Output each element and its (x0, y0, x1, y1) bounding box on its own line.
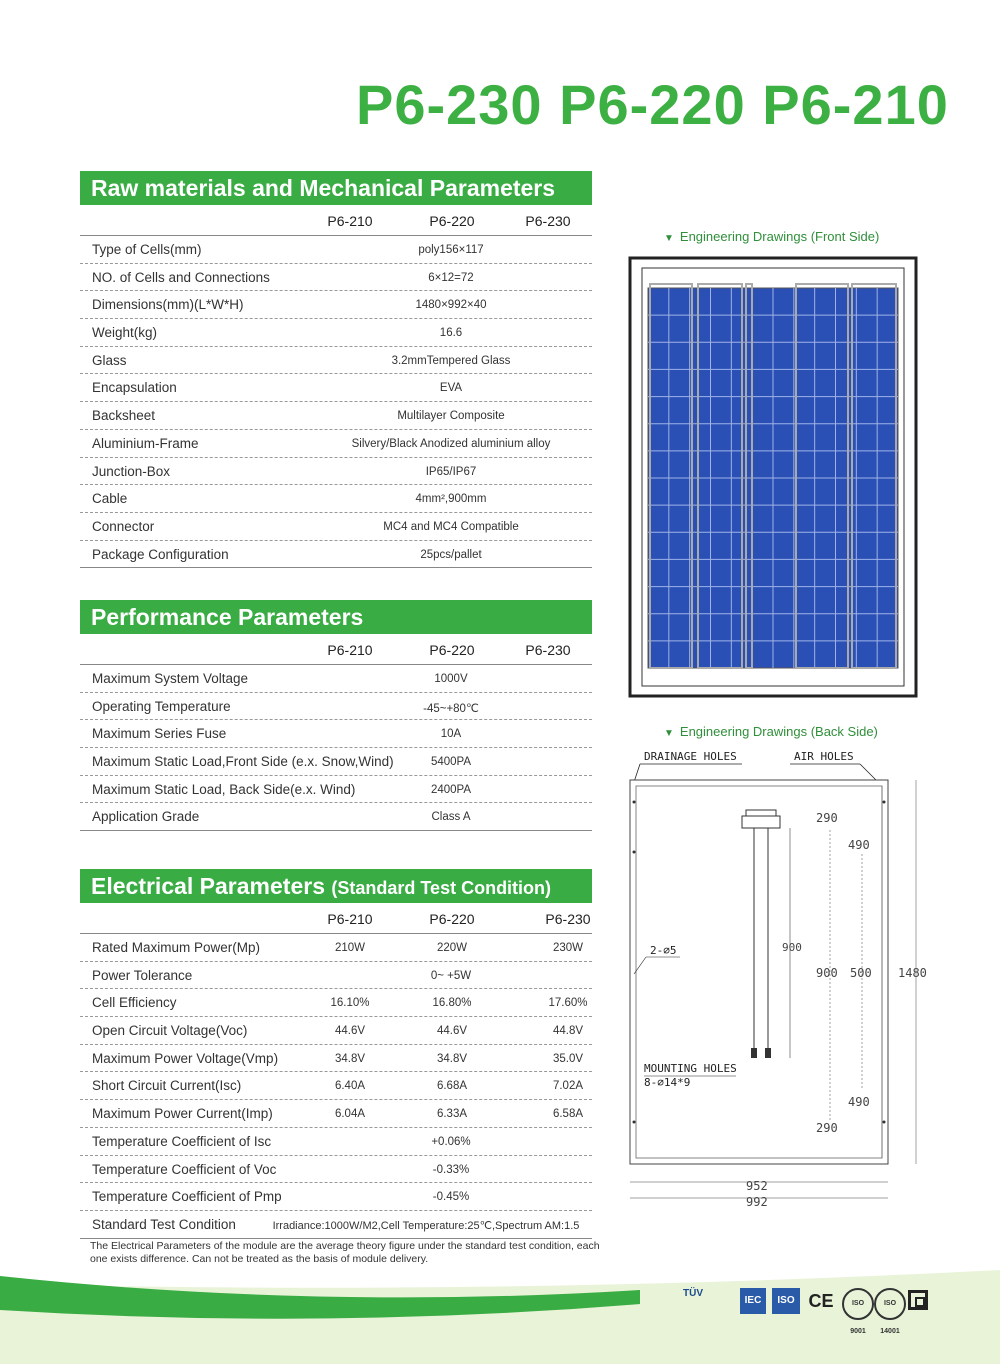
drain-hole (633, 801, 636, 804)
row-value-p6-220: 6.33A (436, 1108, 468, 1121)
row-label: Aluminium-Frame (92, 435, 199, 451)
page-title: P6-230 P6-220 P6-210 (356, 73, 949, 136)
table-row (80, 374, 592, 402)
mounting-holes-label: MOUNTING HOLES (644, 1062, 737, 1075)
hole-spec-label: 2-⌀5 (650, 944, 677, 957)
row-value-p6-230: 230W (552, 942, 584, 954)
col-p6-220: P6-220 (429, 213, 475, 229)
drain-hole (633, 1121, 636, 1124)
col-p6-210: P6-210 (327, 213, 373, 229)
table-row (80, 934, 592, 962)
row-value: 0~ +5W (430, 969, 472, 982)
front-side-drawing (628, 256, 918, 698)
row-value: 1480×992×40 (415, 299, 487, 312)
row-value-p6-210: 210W (334, 942, 366, 954)
table-row (80, 1072, 592, 1100)
row-value-p6-220: 220W (436, 942, 468, 954)
row-label: Package Configuration (92, 546, 229, 562)
triangle-icon: ▼ (664, 233, 674, 244)
ce-logo: CE (808, 1291, 834, 1311)
table-row (80, 1128, 592, 1156)
dim-490-bottom: 490 (848, 1095, 870, 1109)
row-label: Maximum System Voltage (92, 671, 249, 686)
iso9001-logo: ISO 9001 (842, 1288, 874, 1320)
col-p6-210: P6-210 (327, 911, 373, 927)
column-header (80, 903, 592, 934)
table-row (80, 291, 592, 319)
dim-900-mount: 900 (816, 966, 838, 980)
row-value: +0.06% (431, 1135, 471, 1148)
row-label: Junction-Box (92, 463, 171, 479)
row-value-p6-220: 16.80% (432, 997, 472, 1010)
row-label: Backsheet (92, 408, 156, 424)
front-drawing-caption (664, 229, 879, 244)
table-row (80, 1156, 592, 1184)
table-row (80, 541, 592, 569)
row-value-p6-230: 35.0V (552, 1052, 584, 1065)
table-row (80, 485, 592, 513)
row-label: Short Circuit Current(Isc) (92, 1078, 242, 1094)
row-label: NO. of Cells and Connections (92, 269, 270, 285)
square-mark-icon (908, 1290, 928, 1310)
row-label: Connector (92, 518, 155, 534)
dim-1480: 1480 (898, 966, 927, 980)
row-value-p6-230: 6.58A (552, 1108, 584, 1121)
column-header (80, 634, 592, 665)
dim-490-top: 490 (848, 838, 870, 852)
row-label: Glass (92, 352, 127, 368)
col-p6-220: P6-220 (429, 642, 475, 658)
table-row (80, 1100, 592, 1128)
air-hole (883, 1121, 886, 1124)
junction-box-base (742, 816, 780, 828)
air-holes-label: AIR HOLES (794, 750, 854, 763)
dim-500: 500 (850, 966, 872, 980)
row-label: Temperature Coefficient of Voc (92, 1161, 277, 1177)
row-value: Multilayer Composite (397, 410, 505, 423)
table-body (80, 665, 592, 831)
mounting-holes-spec: 8-⌀14*9 (644, 1076, 691, 1089)
row-value-p6-220: 44.6V (436, 1025, 468, 1038)
front-caption-text: Engineering Drawings (Front Side) (679, 229, 880, 244)
table-row (80, 665, 592, 693)
dim-992: 992 (746, 1195, 768, 1209)
row-value: 5400PA (430, 756, 472, 769)
row-value-p6-230: 44.8V (552, 1025, 584, 1038)
row-value: IP65/IP67 (425, 465, 477, 478)
iso14001-logo: ISO 14001 (874, 1288, 906, 1320)
connector (765, 1048, 771, 1058)
triangle-icon: ▼ (664, 728, 674, 739)
row-label: Encapsulation (92, 380, 177, 396)
table-row (80, 236, 592, 264)
row-value-p6-210: 6.40A (334, 1080, 366, 1093)
electrical-section (80, 869, 592, 1239)
table-row (80, 1045, 592, 1073)
row-value-p6-230: 17.60% (548, 997, 588, 1010)
row-label: Maximum Static Load, Back Side(e.x. Wind) (92, 781, 356, 797)
row-label: Maximum Power Current(Imp) (92, 1106, 273, 1122)
column-header (80, 205, 592, 236)
connector (751, 1048, 757, 1058)
row-value: MC4 and MC4 Compatible (383, 520, 519, 533)
section-heading: Performance Parameters (80, 600, 592, 634)
row-value: EVA (439, 382, 463, 395)
row-value: poly156×117 (418, 244, 484, 256)
row-label: Weight(kg) (92, 325, 158, 341)
table-row (80, 347, 592, 375)
table-row (80, 1183, 592, 1211)
section-heading: Raw materials and Mechanical Parameters (80, 171, 592, 205)
row-label: Open Circuit Voltage(Voc) (92, 1023, 248, 1039)
row-value: Silvery/Black Anodized aluminium alloy (351, 437, 551, 450)
table-row (80, 693, 592, 721)
table-row (80, 430, 592, 458)
table-row (80, 989, 592, 1017)
table-row (80, 803, 592, 831)
table-row (80, 264, 592, 292)
table-row (80, 402, 592, 430)
table-row (80, 720, 592, 748)
col-p6-210: P6-210 (327, 642, 373, 658)
row-label: Type of Cells(mm) (92, 242, 202, 257)
iec-logo: IEC (740, 1288, 766, 1314)
table-body (80, 934, 592, 1239)
row-value: 6×12=72 (428, 271, 474, 284)
row-value: 2400PA (430, 783, 472, 796)
table-row (80, 776, 592, 804)
row-label: Power Tolerance (92, 967, 193, 983)
table-row (80, 1211, 592, 1239)
table-row (80, 748, 592, 776)
dim-952: 952 (746, 1179, 768, 1193)
raw-materials-section (80, 171, 592, 568)
row-value-p6-210: 16.10% (330, 997, 370, 1010)
row-value: 4mm²,900mm (415, 493, 487, 506)
square-mark-inner (915, 1297, 925, 1307)
row-label: Application Grade (92, 809, 200, 825)
row-value: 10A (440, 728, 462, 741)
table-row (80, 458, 592, 486)
row-label: Dimensions(mm)(L*W*H) (92, 297, 244, 313)
tuv-logo: TÜV (683, 1288, 703, 1299)
col-p6-230: P6-230 (525, 642, 571, 658)
row-value: Class A (431, 811, 471, 824)
row-label: Temperature Coefficient of Pmp (92, 1189, 282, 1205)
row-value: -0.33% (432, 1163, 470, 1176)
row-value-p6-220: 6.68A (436, 1080, 468, 1093)
col-p6-230: P6-230 (545, 911, 591, 927)
dim-290-bottom: 290 (816, 1121, 838, 1135)
leader-line (860, 764, 878, 782)
table-row (80, 319, 592, 347)
row-label: Cable (92, 491, 128, 507)
back-caption-text: Engineering Drawings (Back Side) (679, 724, 878, 739)
table-row (80, 513, 592, 541)
row-label: Temperature Coefficient of Isc (92, 1133, 272, 1149)
row-value: 1000V (434, 673, 468, 685)
leader-line (634, 764, 640, 782)
row-value-p6-210: 44.6V (334, 1025, 366, 1038)
dim-290-top: 290 (816, 811, 838, 825)
row-value: 3.2mmTempered Glass (391, 354, 511, 367)
row-value: Irradiance:1000W/M2,Cell Temperature:25℃,Spectrum AM:1.5 (272, 1219, 580, 1232)
dim-900-cable: 900 (782, 941, 802, 954)
back-drawing-caption (664, 724, 878, 739)
heading-sub: (Standard Test Condition) (331, 878, 552, 898)
air-hole (883, 801, 886, 804)
performance-section (80, 600, 592, 831)
table-row (80, 1017, 592, 1045)
row-value-p6-210: 6.04A (334, 1108, 366, 1121)
row-label: Operating Temperature (92, 698, 231, 714)
row-value-p6-210: 34.8V (334, 1052, 366, 1065)
row-value-p6-230: 7.02A (552, 1080, 584, 1093)
row-label: Cell Efficiency (92, 995, 177, 1011)
row-value: -45~+80℃ (423, 702, 479, 715)
footnote: The Electrical Parameters of the module are the average theory figure under the standard test condition, each one exists difference. Can not be treated as the basis of module delivery. (90, 1240, 600, 1265)
row-value: 16.6 (439, 327, 463, 340)
row-label: Standard Test Condition (92, 1216, 236, 1232)
drainage-holes-label: DRAINAGE HOLES (644, 750, 737, 763)
row-label: Maximum Series Fuse (92, 726, 227, 742)
heading-main: Electrical Parameters (91, 873, 325, 899)
row-label: Rated Maximum Power(Mp) (92, 940, 261, 955)
row-label: Maximum Static Load,Front Side (e.x. Snow,Wind) (92, 754, 394, 770)
back-side-drawing (620, 742, 940, 1212)
iso-logo: ISO (772, 1288, 800, 1314)
col-p6-220: P6-220 (429, 911, 475, 927)
drain-hole (633, 851, 636, 854)
table-row (80, 962, 592, 990)
section-heading (80, 869, 592, 903)
row-value: -0.45% (432, 1191, 470, 1204)
col-p6-230: P6-230 (525, 213, 571, 229)
row-value: 25pcs/pallet (420, 548, 482, 561)
row-label: Maximum Power Voltage(Vmp) (92, 1050, 279, 1066)
table-body (80, 236, 592, 568)
row-value-p6-220: 34.8V (436, 1052, 468, 1065)
